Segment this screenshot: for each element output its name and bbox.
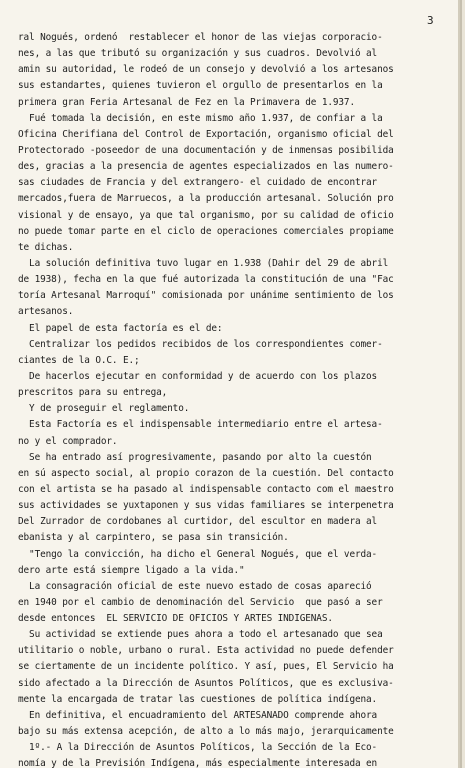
text-line: Oficina Cherifiana del Control de Exportación, organismo oficial del	[18, 128, 394, 140]
text-line: en sú aspecto social, al propio corazon de la cuestión. Del contacto	[18, 467, 394, 479]
text-line: ciantes de la O.C. E.;	[18, 354, 140, 366]
body-text	[18, 30, 458, 768]
page-number: 3	[427, 14, 434, 27]
text-line: ebanista y al carpintero, se pasa sin transición.	[18, 532, 289, 544]
text-line: La consagración oficial de este nuevo estado de cosas apareció	[18, 580, 372, 592]
text-line: "Tengo la convicción, ha dicho el General Nogués, que el verda-	[18, 548, 378, 560]
text-line: sus estandartes, quienes tuvieron el orgullo de presentarlos en la	[18, 80, 383, 92]
text-line: en 1940 por el cambio de denominación del Servicio que pasó a ser	[18, 596, 383, 608]
text-line: Protectorado -poseedor de una documentación y de inmensas posibilida	[18, 144, 394, 156]
text-line: con el artista se ha pasado al indispensable contacto com el maestro	[18, 483, 394, 495]
text-line: des, gracias a la presencia de agentes especializados en las numero-	[18, 161, 394, 173]
text-line: El papel de esta factoría es el de:	[18, 322, 223, 334]
text-line: De hacerlos ejecutar en conformidad y de acuerdo con los plazos	[18, 370, 378, 382]
text-line: de 1938), fecha en la que fué autorizada la constitución de una "Fac	[18, 274, 394, 286]
text-line: sido afectado a la Dirección de Asuntos Políticos, que es exclusiva-	[18, 677, 394, 689]
text-line: no y el comprador.	[18, 435, 118, 447]
text-line: prescritos para su entrega,	[18, 387, 168, 399]
text-line: Fué tomada la decisión, en este mismo año 1.937, de confiar a la	[18, 112, 383, 124]
text-line: artesanos.	[18, 306, 74, 318]
text-line: bajo su más extensa acepción, de alto a lo más majo, jerarquicamente	[18, 726, 394, 738]
text-line: utilitario o noble, urbano o rural. Esta actividad no puede defender	[18, 645, 394, 657]
text-line: En definitiva, el encuadramiento del ARTESANADO comprende ahora	[18, 709, 378, 721]
text-line: primera gran Feria Artesanal de Fez en la Primavera de 1.937.	[18, 96, 355, 108]
text-line: dero arte está siempre ligado a la vida."	[18, 564, 245, 576]
text-line: La solución definitiva tuvo lugar en 1.938 (Dahir del 29 de abril	[18, 257, 389, 269]
text-line: ral Nogués, ordenó restablecer el honor de las viejas corporacio-	[18, 32, 383, 43]
text-line: amin su autoridad, le rodeó de un consejo y devolvió a los artesanos	[18, 64, 394, 76]
text-line: mente la encargada de tratar las cuestiones de política indígena.	[18, 693, 378, 705]
text-line: no puede tomar parte en el ciclo de operaciones comerciales propiame	[18, 225, 394, 237]
text-line: nomía y de la Previsión Indígena, más especialmente interesada en	[18, 758, 378, 768]
text-line: Su actividad se extiende pues ahora a todo el artesanado que sea	[18, 629, 383, 641]
text-line: toría Artesanal Marroquí" comisionada por unánime sentimiento de los	[18, 290, 394, 302]
text-line: Del Zurrador de cordobanes al curtidor, del escultor en madera al	[18, 516, 378, 528]
text-line: Y de proseguir el reglamento.	[18, 403, 190, 415]
text-line: sas ciudades de Francia y del extrangero- el cuidado de encontrar	[18, 177, 378, 189]
text-line: desde entonces EL SERVICIO DE OFICIOS Y ARTES INDIGENAS.	[18, 613, 333, 625]
text-line: 1º.- A la Dirección de Asuntos Políticos, la Sección de la Eco-	[18, 742, 378, 754]
text-line: Centralizar los pedidos recibidos de los correspondientes comer-	[18, 338, 383, 350]
text-line: Esta Factoría es el indispensable intermediario entre el artesa-	[18, 419, 383, 431]
text-line: te dichas.	[18, 241, 74, 253]
text-line: mercados,fuera de Marruecos, a la producción artesanal. Solución pro	[18, 193, 394, 205]
text-line: visional y de ensayo, ya que tal organismo, por su calidad de oficio	[18, 209, 394, 221]
text-line: se ciertamente de un incidente político. Y así, pues, El Servicio ha	[18, 661, 394, 673]
text-line: Se ha entrado así progresivamente, pasando por alto la cuestón	[18, 451, 372, 463]
text-line: nes, a las que tributó su organización y sus cuadros. Devolvió al	[18, 48, 378, 60]
text-line: sus actividades se yuxtaponen y sus vidas familiares se interpenetra	[18, 500, 394, 512]
